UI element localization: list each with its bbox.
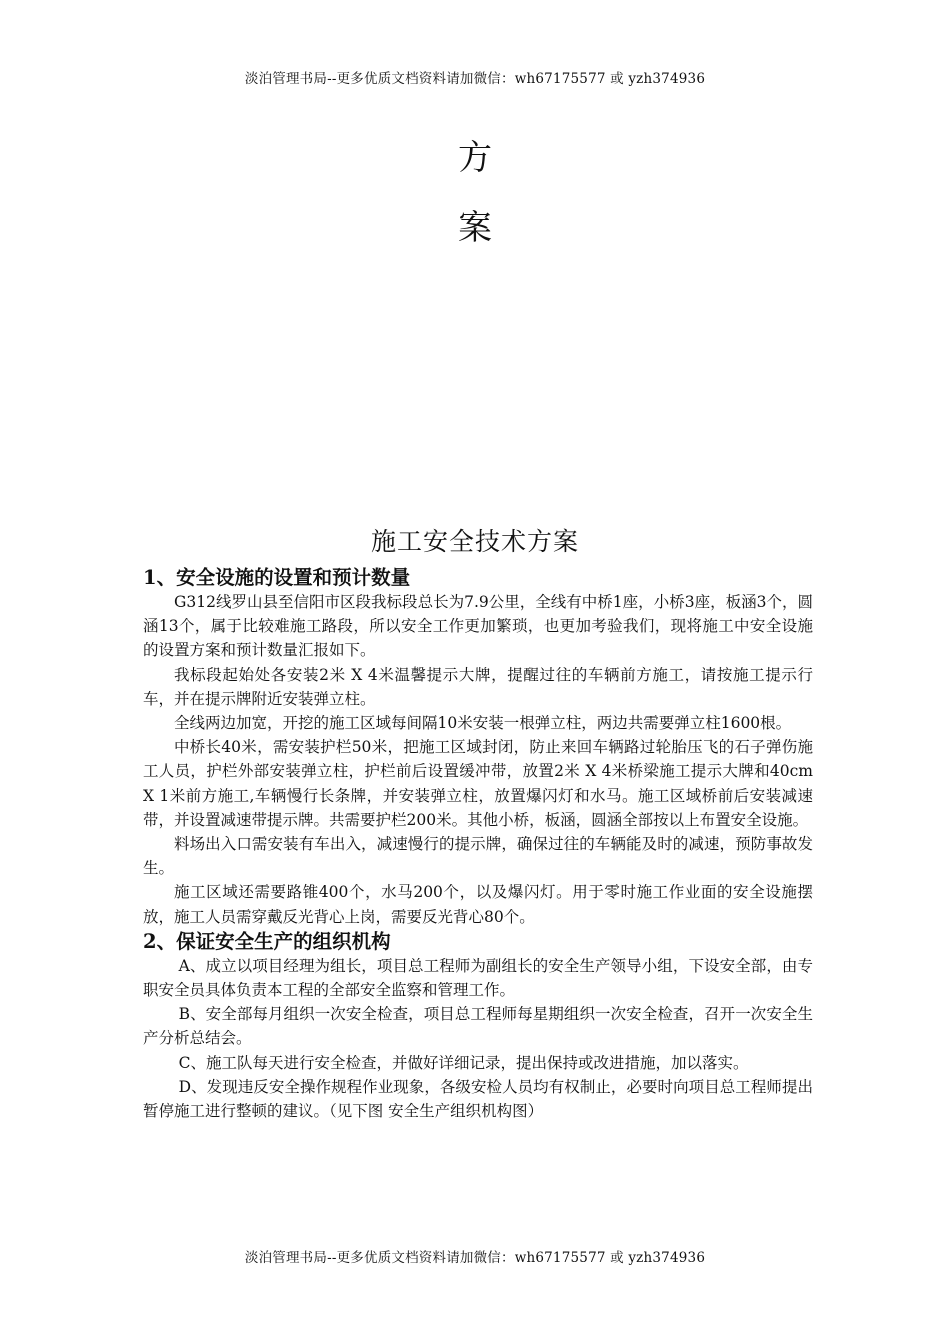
page-header: 淡泊管理书局--更多优质文档资料请加微信：wh67175577 或 yzh374936 <box>244 71 706 87</box>
section-1-paragraph: 中桥长40米，需安装护栏50米，把施工区域封闭，防止来回车辆路过轮胎压飞的石子弹伤施工人员，护栏外部安装弹立柱，护栏前后设置缓冲带，放置2米 X 4米桥梁施工提示大牌和40cm X 1米前方施工,车辆慢行长条牌，并安装弹立柱，放置爆闪灯和水马。施工区域桥前后安装减速带，并设置减速带提示牌。共需要护栏200米。其他小桥，板涵，圆涵全部按以上布置安全设施。 <box>143 738 813 829</box>
page-footer: 淡泊管理书局--更多优质文档资料请加微信：wh67175577 或 yzh374936 <box>244 1250 706 1266</box>
section-2-paragraph: A、成立以项目经理为组长，项目总工程师为副组长的安全生产领导小组，下设安全部，由专职安全员具体负责本工程的全部安全监察和管理工作。 <box>143 956 813 1000</box>
section-2-heading: 2、保证安全生产的组织机构 <box>143 929 391 953</box>
section-2-paragraph: B、安全部每月组织一次安全检查，项目总工程师每星期组织一次安全检查，召开一次安全生产分析总结会。 <box>143 1005 813 1048</box>
section-1-paragraph: 我标段起始处各安装2米 X 4米温馨提示大牌，提醒过往的车辆前方施工，请按施工提示行车，并在提示牌附近安装弹立柱。 <box>143 665 813 708</box>
section-1-paragraph: G312线罗山县至信阳市区段我标段总长为7.9公里，全线有中桥1座，小桥3座，板涵3个，圆涵13个，属于比较难施工路段，所以安全工作更加繁琐，也更加考验我们，现将施工中安全设施的设置方案和预计数量汇报如下。 <box>143 593 813 660</box>
cover-title-char-1: 方 <box>458 138 492 178</box>
document-body <box>143 565 813 1123</box>
cover-title-char-2: 案 <box>458 208 492 248</box>
section-1-paragraph: 全线两边加宽，开挖的施工区域每间隔10米安装一根弹立柱，两边共需要弹立柱1600根。 <box>174 714 792 733</box>
section-1-paragraph: 料场出入口需安装有车出入，减速慢行的提示牌，确保过往的车辆能及时的减速，预防事故发生。 <box>143 835 813 878</box>
section-1-paragraph: 施工区域还需要路锥400个，水马200个，以及爆闪灯。用于零时施工作业面的安全设施摆放，施工人员需穿戴反光背心上岗，需要反光背心80个。 <box>143 883 813 926</box>
section-1-heading: 1、安全设施的设置和预计数量 <box>143 566 411 589</box>
document-title: 施工安全技术方案 <box>370 527 579 556</box>
section-2-paragraph: D、发现违反安全操作规程作业现象，各级安检人员均有权制止，必要时向项目总工程师提出暂停施工进行整顿的建议。（见下图 安全生产组织机构图） <box>143 1077 813 1121</box>
section-2-paragraph: C、施工队每天进行安全检查，并做好详细记录，提出保持或改进措施，加以落实。 <box>178 1053 749 1072</box>
